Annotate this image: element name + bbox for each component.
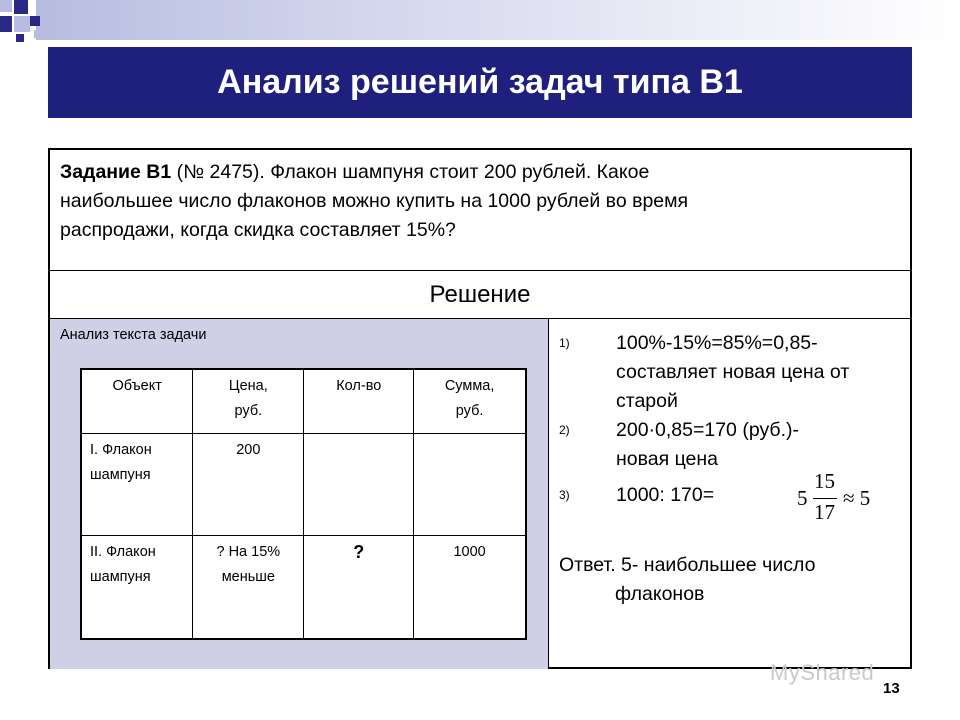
deco-square	[42, 4, 52, 14]
task-line2: наибольшее число флаконов можно купить на 1000 рублей во время	[60, 190, 689, 212]
deco-square	[0, 0, 12, 12]
task-text	[50, 150, 910, 270]
row2-object: II. Флакон шампуня	[81, 535, 193, 639]
row2-sum: 1000	[414, 535, 526, 639]
step-text: 200·0,85=170 (руб.)-	[616, 419, 799, 441]
title-bar	[48, 47, 912, 118]
answer-line2: флаконов	[615, 583, 705, 605]
step-text: 100%-15%=85%=0,85-	[616, 332, 818, 354]
row1-qty	[304, 433, 414, 535]
row1-price: 200	[193, 433, 304, 535]
deco-square	[14, 16, 30, 32]
table-header-row	[81, 369, 526, 433]
answer	[559, 551, 815, 609]
row1-object: I. Флакон шампуня	[81, 433, 193, 535]
header-qty: Кол-во	[304, 369, 414, 433]
mixed-fraction	[797, 469, 907, 529]
row2-qty: ?	[304, 535, 414, 639]
row2-price: ? На 15% меньше	[193, 535, 304, 639]
deco-square	[14, 0, 28, 14]
table-row	[81, 535, 526, 639]
step-number: 1)	[559, 336, 570, 350]
answer-line1: Ответ. 5- наибольшее число	[559, 554, 816, 576]
fraction-bar	[813, 498, 837, 499]
step-text: составляет новая цена от	[616, 361, 850, 383]
task-line3: распродажи, когда скидка составляет 15%?	[60, 219, 456, 241]
fraction-denominator: 17	[814, 500, 835, 524]
top-gradient-bar	[36, 0, 960, 40]
task-box	[48, 148, 912, 669]
fraction-whole: 5	[797, 486, 808, 510]
fraction-numerator: 15	[814, 469, 835, 493]
page-number: 13	[883, 680, 900, 697]
deco-square	[34, 30, 42, 38]
solution-heading	[50, 270, 910, 319]
step-text: старой	[616, 390, 678, 412]
slide-title: Анализ решений задач типа В1	[217, 63, 743, 101]
steps-panel	[549, 319, 910, 669]
task-line1: (№ 2475). Флакон шампуня стоит 200 рублей. Какое	[171, 161, 650, 183]
analysis-table	[80, 368, 527, 640]
task-label: Задание В1	[60, 161, 172, 183]
deco-square	[16, 34, 24, 42]
solution-heading-text: Решение	[429, 280, 531, 308]
header-price: Цена, руб.	[193, 369, 304, 433]
table-row	[81, 433, 526, 535]
step-text: новая цена	[616, 448, 718, 470]
deco-square	[30, 16, 40, 26]
deco-square	[0, 16, 12, 32]
step-number: 3)	[559, 488, 570, 502]
step-text: 1000: 170=	[616, 484, 715, 506]
analysis-panel	[50, 319, 549, 669]
row1-sum	[414, 433, 526, 535]
analysis-label: Анализ текста задачи	[60, 327, 207, 343]
fraction-approx: ≈ 5	[843, 486, 871, 510]
header-sum: Сумма, руб.	[414, 369, 526, 433]
watermark-logo: MyShared	[770, 660, 875, 685]
step-number: 2)	[559, 423, 570, 437]
header-object: Объект	[81, 369, 193, 433]
